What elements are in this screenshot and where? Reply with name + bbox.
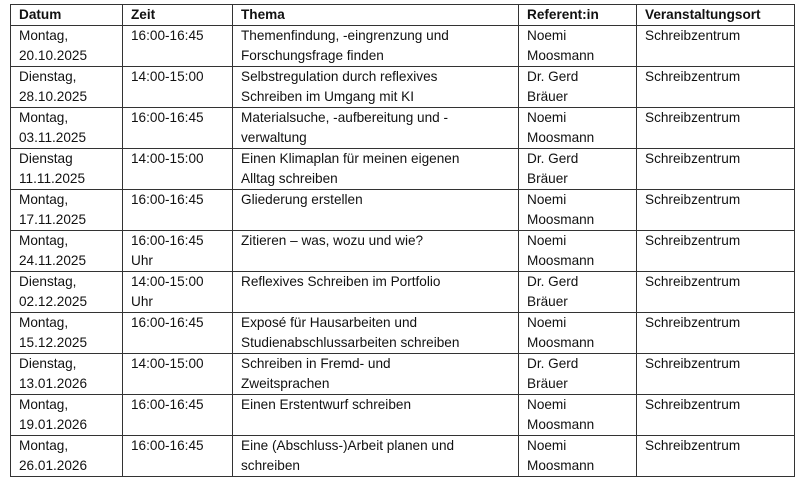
cell-datum: [11, 436, 123, 477]
cell-thema-line: Selbstregulation durch reflexives: [241, 69, 438, 84]
cell-referent-line: Bräuer: [527, 89, 568, 104]
cell-referent-line: Noemi: [527, 438, 567, 453]
cell-datum-line: 11.11.2025: [19, 171, 86, 186]
cell-zeit-line: 16:00-16:45: [131, 28, 204, 43]
cell-referent: [519, 149, 637, 190]
cell-referent: [519, 108, 637, 149]
cell-veranstaltungsort: [637, 67, 795, 108]
cell-datum: [11, 149, 123, 190]
table-row: [11, 231, 795, 272]
cell-datum-line: Montag,: [19, 315, 69, 330]
table-row: [11, 436, 795, 477]
cell-thema: [233, 26, 519, 67]
header-referent: Referent:in: [519, 5, 637, 26]
cell-thema-line: verwaltung: [241, 130, 307, 145]
cell-thema: [233, 190, 519, 231]
cell-referent-line: Noemi: [527, 28, 567, 43]
cell-referent-line: Moosmann: [527, 130, 595, 145]
cell-veranstaltungsort: [637, 231, 795, 272]
cell-zeit: [123, 354, 233, 395]
table-row: [11, 108, 795, 149]
table-body: [11, 26, 795, 477]
table-row: [11, 395, 795, 436]
cell-zeit: [123, 190, 233, 231]
cell-zeit-line: 16:00-16:45: [131, 233, 204, 248]
cell-zeit: [123, 272, 233, 313]
cell-veranstaltungsort-line: Schreibzentrum: [645, 110, 741, 125]
cell-thema: [233, 149, 519, 190]
cell-zeit: [123, 149, 233, 190]
table-row: [11, 354, 795, 395]
table-row: [11, 67, 795, 108]
cell-zeit-line: Uhr: [131, 253, 153, 268]
cell-zeit-line: 14:00-15:00: [131, 151, 204, 166]
cell-datum-line: 20.10.2025: [19, 48, 88, 63]
cell-referent-line: Noemi: [527, 397, 567, 412]
cell-datum: [11, 231, 123, 272]
cell-veranstaltungsort-line: Schreibzentrum: [645, 192, 741, 207]
cell-referent-line: Moosmann: [527, 212, 595, 227]
cell-thema-line: Alltag schreiben: [241, 171, 338, 186]
cell-veranstaltungsort: [637, 149, 795, 190]
cell-referent: [519, 190, 637, 231]
cell-datum-line: Dienstag: [19, 151, 73, 166]
header-zeit: Zeit: [123, 5, 233, 26]
cell-referent-line: Dr. Gerd: [527, 69, 579, 84]
cell-thema: [233, 313, 519, 354]
cell-datum-line: Montag,: [19, 233, 69, 248]
cell-veranstaltungsort-line: Schreibzentrum: [645, 397, 741, 412]
table-row: [11, 190, 795, 231]
cell-referent: [519, 395, 637, 436]
header-thema: Thema: [233, 5, 519, 26]
cell-thema-line: Zitieren – was, wozu und wie?: [241, 233, 424, 248]
cell-veranstaltungsort-line: Schreibzentrum: [645, 356, 741, 371]
cell-veranstaltungsort-line: Schreibzentrum: [645, 69, 741, 84]
cell-referent: [519, 436, 637, 477]
cell-referent: [519, 313, 637, 354]
cell-datum-line: 17.11.2025: [19, 212, 87, 227]
cell-referent-line: Noemi: [527, 110, 567, 125]
cell-datum-line: Montag,: [19, 110, 69, 125]
cell-veranstaltungsort: [637, 436, 795, 477]
cell-thema-line: Einen Erstentwurf schreiben: [241, 397, 412, 412]
cell-thema-line: Einen Klimaplan für meinen eigenen: [241, 151, 460, 166]
cell-thema: [233, 108, 519, 149]
cell-referent-line: Bräuer: [527, 171, 568, 186]
cell-referent-line: Dr. Gerd: [527, 274, 579, 289]
cell-datum-line: 13.01.2026: [19, 376, 88, 391]
cell-referent-line: Dr. Gerd: [527, 356, 579, 371]
cell-referent-line: Moosmann: [527, 253, 595, 268]
cell-thema-line: Exposé für Hausarbeiten und: [241, 315, 418, 330]
cell-thema: [233, 354, 519, 395]
header-row: [11, 5, 795, 26]
cell-zeit-line: 16:00-16:45: [131, 192, 204, 207]
cell-zeit: [123, 395, 233, 436]
cell-datum-line: Dienstag,: [19, 274, 77, 289]
table-row: [11, 149, 795, 190]
cell-datum-line: 15.12.2025: [19, 335, 88, 350]
cell-thema-line: Forschungsfrage finden: [241, 48, 384, 63]
cell-veranstaltungsort-line: Schreibzentrum: [645, 28, 741, 43]
cell-thema-line: Materialsuche, -aufbereitung und -: [241, 110, 449, 125]
cell-zeit-line: 14:00-15:00: [131, 274, 204, 289]
cell-thema-line: Zweitsprachen: [241, 376, 330, 391]
cell-referent: [519, 231, 637, 272]
cell-referent-line: Moosmann: [527, 48, 595, 63]
cell-zeit-line: 16:00-16:45: [131, 397, 204, 412]
cell-zeit: [123, 67, 233, 108]
cell-veranstaltungsort: [637, 26, 795, 67]
cell-veranstaltungsort-line: Schreibzentrum: [645, 438, 741, 453]
cell-referent-line: Moosmann: [527, 458, 595, 473]
cell-datum: [11, 67, 123, 108]
cell-thema-line: Eine (Abschluss-)Arbeit planen und: [241, 438, 455, 453]
cell-thema-line: Reflexives Schreiben im Portfolio: [241, 274, 441, 289]
cell-referent-line: Noemi: [527, 233, 567, 248]
table-header: [11, 5, 795, 26]
cell-veranstaltungsort: [637, 395, 795, 436]
cell-thema: [233, 395, 519, 436]
schedule-document: [10, 4, 794, 477]
cell-datum: [11, 395, 123, 436]
table-row: [11, 26, 795, 67]
cell-veranstaltungsort: [637, 190, 795, 231]
cell-zeit: [123, 108, 233, 149]
cell-referent: [519, 67, 637, 108]
cell-datum-line: Dienstag,: [19, 69, 77, 84]
cell-referent-line: Noemi: [527, 192, 567, 207]
cell-datum: [11, 190, 123, 231]
cell-referent-line: Dr. Gerd: [527, 151, 579, 166]
cell-zeit-line: 16:00-16:45: [131, 315, 204, 330]
cell-veranstaltungsort-line: Schreibzentrum: [645, 274, 741, 289]
cell-thema-line: schreiben: [241, 458, 300, 473]
cell-thema: [233, 272, 519, 313]
cell-referent-line: Moosmann: [527, 335, 595, 350]
cell-datum: [11, 272, 123, 313]
cell-datum-line: 24.11.2025: [19, 253, 87, 268]
cell-zeit-line: 14:00-15:00: [131, 69, 204, 84]
cell-thema-line: Themenfindung, -eingrenzung und: [241, 28, 449, 43]
cell-zeit-line: Uhr: [131, 294, 153, 309]
cell-thema: [233, 231, 519, 272]
cell-datum: [11, 354, 123, 395]
cell-referent-line: Bräuer: [527, 376, 568, 391]
cell-veranstaltungsort: [637, 272, 795, 313]
cell-thema-line: Schreiben in Fremd- und: [241, 356, 391, 371]
cell-zeit: [123, 231, 233, 272]
cell-datum: [11, 26, 123, 67]
cell-zeit-line: 16:00-16:45: [131, 110, 204, 125]
cell-referent: [519, 26, 637, 67]
table-row: [11, 272, 795, 313]
cell-zeit: [123, 26, 233, 67]
cell-thema-line: Gliederung erstellen: [241, 192, 363, 207]
cell-referent-line: Moosmann: [527, 417, 595, 432]
cell-zeit: [123, 313, 233, 354]
cell-referent-line: Bräuer: [527, 294, 568, 309]
cell-referent: [519, 272, 637, 313]
cell-veranstaltungsort: [637, 354, 795, 395]
cell-datum-line: Montag,: [19, 397, 69, 412]
cell-referent-line: Noemi: [527, 315, 567, 330]
cell-veranstaltungsort: [637, 313, 795, 354]
cell-zeit-line: 16:00-16:45: [131, 438, 204, 453]
cell-veranstaltungsort-line: Schreibzentrum: [645, 151, 741, 166]
cell-datum-line: Montag,: [19, 438, 69, 453]
cell-thema-line: Schreiben im Umgang mit KI: [241, 89, 415, 104]
header-veranstaltungsort: Veranstaltungsort: [637, 5, 795, 26]
cell-veranstaltungsort: [637, 108, 795, 149]
cell-datum-line: 26.01.2026: [19, 458, 88, 473]
cell-zeit: [123, 436, 233, 477]
cell-datum-line: 28.10.2025: [19, 89, 88, 104]
table-row: [11, 313, 795, 354]
header-datum: Datum: [11, 5, 123, 26]
cell-datum-line: Montag,: [19, 28, 69, 43]
cell-zeit-line: 14:00-15:00: [131, 356, 204, 371]
schedule-table: [10, 4, 795, 477]
cell-datum: [11, 108, 123, 149]
cell-veranstaltungsort-line: Schreibzentrum: [645, 233, 741, 248]
cell-datum-line: Dienstag,: [19, 356, 77, 371]
cell-datum: [11, 313, 123, 354]
cell-veranstaltungsort-line: Schreibzentrum: [645, 315, 741, 330]
cell-datum-line: Montag,: [19, 192, 69, 207]
cell-thema: [233, 436, 519, 477]
cell-datum-line: 19.01.2026: [19, 417, 88, 432]
cell-datum-line: 03.11.2025: [19, 130, 87, 145]
cell-referent: [519, 354, 637, 395]
cell-datum-line: 02.12.2025: [19, 294, 88, 309]
cell-thema-line: Studienabschlussarbeiten schreiben: [241, 335, 460, 350]
cell-thema: [233, 67, 519, 108]
